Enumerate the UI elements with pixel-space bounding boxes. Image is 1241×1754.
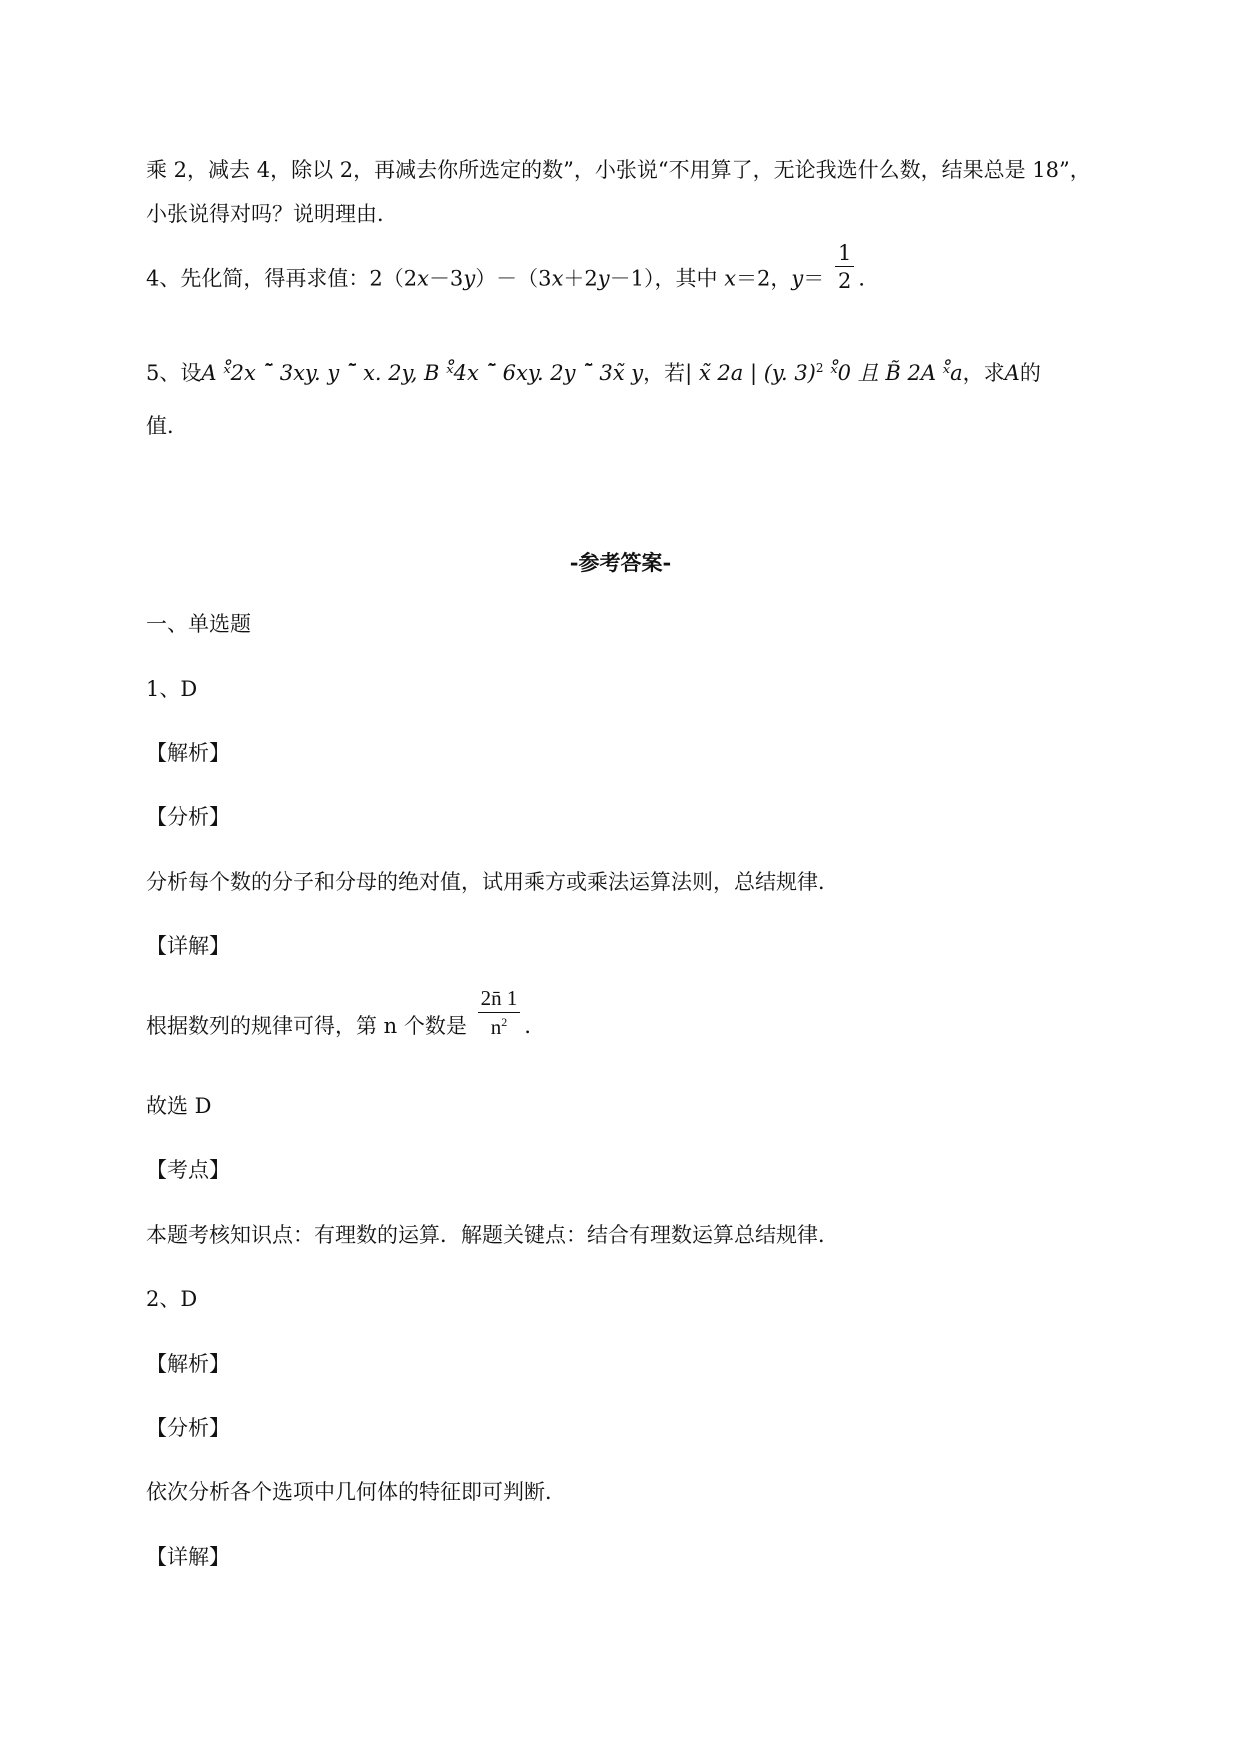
problem-5-condition: | x̃ 2a | (y. 3) <box>685 361 816 385</box>
problem-5-text: ，求 <box>962 361 1005 385</box>
problem-4-text: ＝2， <box>736 266 792 291</box>
problem-5-text: ，若 <box>643 361 686 385</box>
kaodian-label: 【考点】 <box>146 1158 230 1182</box>
xiangjie-end: ． <box>524 1014 546 1038</box>
problem-3-line-1: 乘 2，减去 4，除以 2，再减去你所选定的数”，小张说“不用算了，无论我选什么数，结果总是 18”， <box>146 158 1091 182</box>
fraction-numerator: 2n̄ 1 <box>480 986 518 1011</box>
xiangjie-label: 【详解】 <box>146 934 230 958</box>
var-x: x <box>724 266 737 291</box>
fenxi-label: 【分析】 <box>146 805 230 829</box>
jiexi-label: 【解析】 <box>146 741 230 765</box>
denominator-base: n <box>490 1014 502 1039</box>
fenxi-text: 依次分析各个选项中几何体的特征即可判断． <box>146 1480 566 1504</box>
superscript: 2 <box>501 1014 508 1029</box>
var-x: x <box>551 266 564 291</box>
problem-5-prefix: 5、设 <box>146 361 202 385</box>
problem-5-expression: A ˣ̊2x ˉ̃ 3xy. y ˉ̃ x. 2y, B ˣ̊4x ˉ̃ 6xy. 2y ˉ̃ 3x̃ y <box>201 361 644 385</box>
xiangjie-text <box>146 986 546 1039</box>
fraction-numerator: 1 <box>837 241 852 265</box>
xiangjie-label: 【详解】 <box>146 1545 230 1569</box>
problem-4-text: ＋2 <box>563 266 598 291</box>
problem-4-text: －1），其中 <box>609 266 725 291</box>
problem-5-condition-2: ˣ̊0 且 B̃ 2A ˣ̊a <box>823 361 963 385</box>
var-A: A <box>1004 361 1020 385</box>
var-y: y <box>597 266 610 291</box>
fraction-sequence-term <box>478 987 521 1037</box>
problem-4-text: －3 <box>428 266 464 291</box>
superscript: 2 <box>815 361 824 375</box>
fraction-denominator: 2 <box>835 266 854 292</box>
answer-heading: -参考答案- <box>569 550 672 575</box>
question-1-answer: 1、D <box>146 677 198 701</box>
var-x: x <box>417 266 429 291</box>
kaodian-text: 本题考核知识点：有理数的运算．解题关键点：结合有理数运算总结规律． <box>146 1223 839 1247</box>
problem-4-prefix: 4、先化简，得再求值：2（2 <box>146 266 418 291</box>
var-y: y <box>791 266 804 291</box>
problem-4-text: ＝ <box>803 266 825 291</box>
fenxi-label: 【分析】 <box>146 1416 230 1440</box>
problem-4 <box>146 241 880 294</box>
var-y: y <box>463 266 476 291</box>
fraction-denominator <box>478 1012 521 1038</box>
guxuan-text: 故选 D <box>146 1094 212 1118</box>
question-2-answer: 2、D <box>146 1287 198 1311</box>
fraction-one-half <box>835 242 854 292</box>
problem-5-text: 的 <box>1019 361 1041 385</box>
fenxi-text: 分析每个数的分子和分母的绝对值，试用乘方或乘法运算法则，总结规律． <box>146 870 839 894</box>
problem-5-line-1 <box>146 362 1041 384</box>
jiexi-label: 【解析】 <box>146 1352 230 1376</box>
problem-5-line-2: 值． <box>146 414 188 438</box>
xiangjie-prefix: 根据数列的规律可得，第 n 个数是 <box>146 1014 467 1038</box>
problem-4-end: ． <box>858 266 880 291</box>
problem-4-text: ）－（3 <box>475 266 552 291</box>
problem-3-line-2: 小张说得对吗？说明理由． <box>146 202 398 226</box>
section-title: 一、单选题 <box>146 612 251 636</box>
